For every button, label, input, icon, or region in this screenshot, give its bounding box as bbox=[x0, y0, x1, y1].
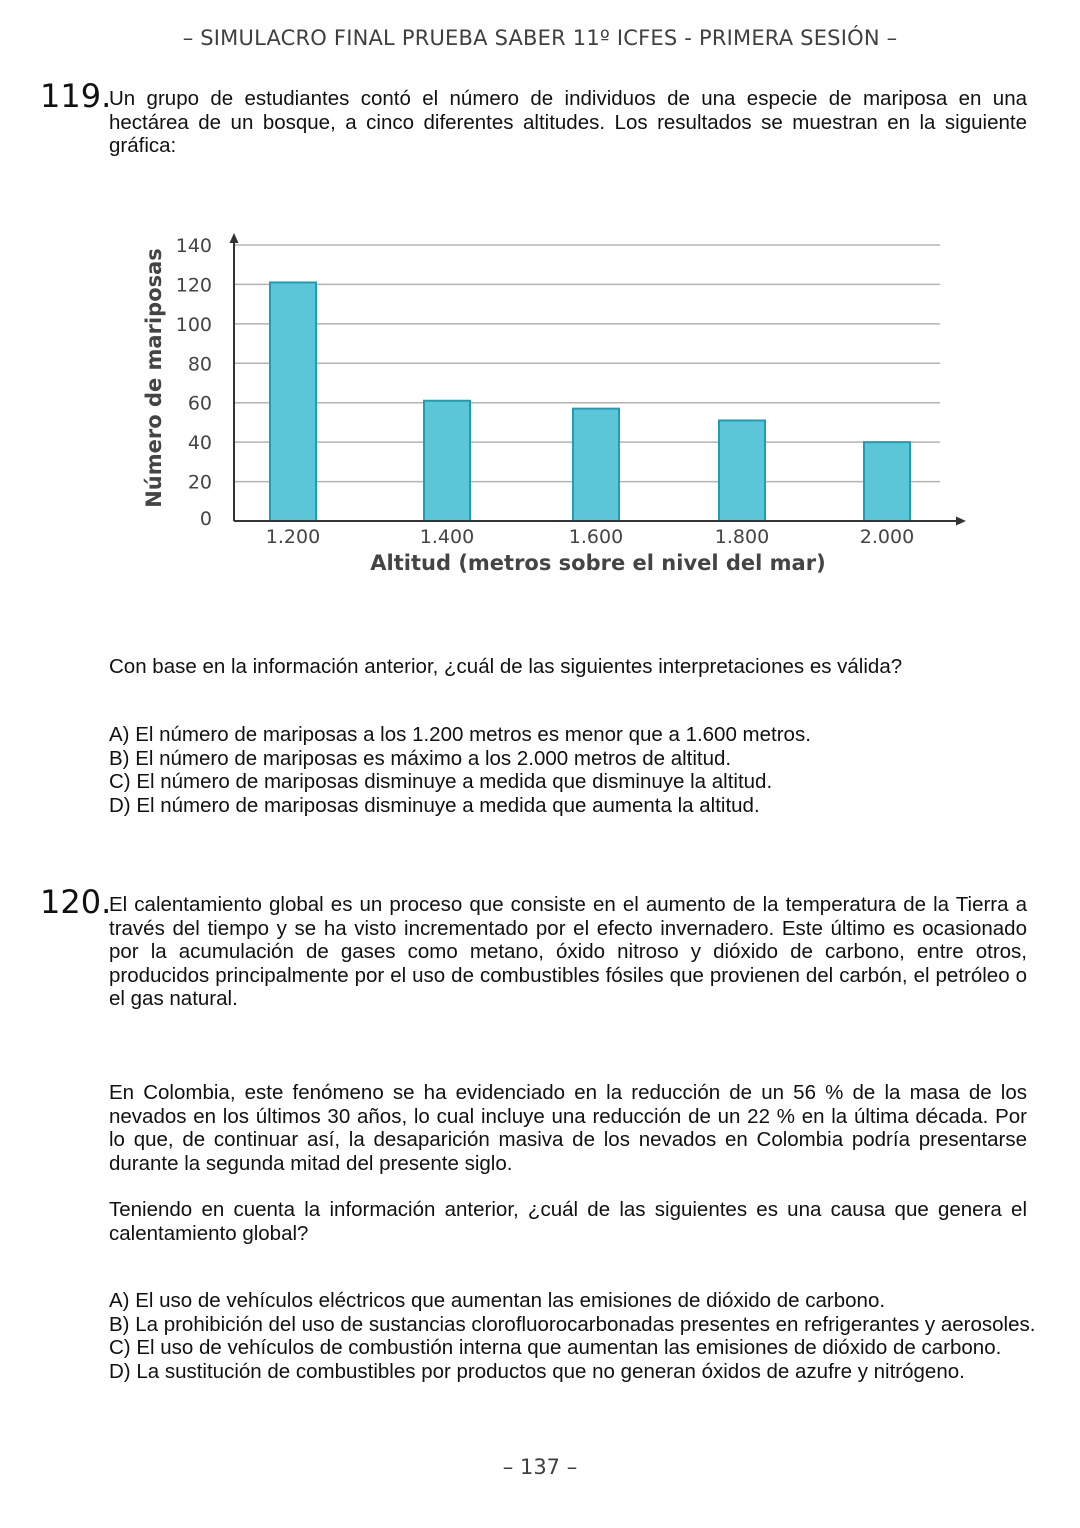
q119-stem: Un grupo de estudiantes contó el número de individuos de una especie de mariposa en una hectárea de un bosque, a cinco diferentes altitudes. Los resultados se muestran en la siguiente gráfica: bbox=[109, 87, 1027, 157]
q120-options bbox=[109, 1289, 1039, 1383]
bar-1.800 bbox=[719, 420, 765, 521]
q119-question: Con base en la información anterior, ¿cuál de las siguientes interpretaciones es válida? bbox=[109, 655, 903, 678]
bar-1.400 bbox=[424, 401, 470, 521]
q120-option-b[interactable]: B) La prohibición del uso de sustancias clorofluorocarbonadas presentes en refrigerantes y aerosoles. bbox=[109, 1312, 1036, 1336]
x-tick-label: 1.800 bbox=[714, 526, 770, 548]
y-tick-labels bbox=[176, 235, 212, 530]
x-tick-label: 1.600 bbox=[568, 526, 624, 548]
y-tick-label: 40 bbox=[187, 432, 212, 455]
y-tick-label: 60 bbox=[187, 392, 212, 415]
chart-bars bbox=[270, 282, 910, 521]
q120-paragraph-2: En Colombia, este fenómeno se ha evidenciado en la reducción de un 56 % de la masa de los nevados en los últimos 30 años, lo cual incluye una reducción de un 22 % en la última década. Por lo que, de continuar así, la desaparición masiva de los nevados en Colombia podría presentarse durante la segunda mitad del presente siglo. bbox=[109, 1081, 1027, 1175]
y-tick-label: 100 bbox=[175, 313, 212, 336]
question-number-120: 120. bbox=[40, 883, 112, 921]
bar-1.600 bbox=[573, 409, 619, 521]
x-axis-arrow bbox=[956, 517, 966, 526]
x-tick-label: 1.200 bbox=[265, 526, 321, 548]
y-axis-arrow bbox=[230, 233, 239, 243]
q119-option-a[interactable]: A) El número de mariposas a los 1.200 metros es menor que a 1.600 metros. bbox=[109, 723, 811, 746]
page-number: – 137 – bbox=[502, 1455, 578, 1479]
y-axis-title: Número de mariposas bbox=[142, 248, 166, 508]
q120-option-a[interactable]: A) El uso de vehículos eléctricos que aumentan las emisiones de dióxido de carbono. bbox=[109, 1289, 886, 1312]
q120-question: Teniendo en cuenta la información anterior, ¿cuál de las siguientes es una causa que genera el calentamiento global? bbox=[109, 1198, 1027, 1245]
q120-paragraph-1: El calentamiento global es un proceso que consiste en el aumento de la temperatura de la Tierra a través del tiempo y se ha visto incrementado por el efecto invernadero. Este último es ocasionado por la acumulación de gases como metano, óxido nitroso y dióxido de carbono, entre otros, producidos principalmente por el uso de combustibles fósiles que provienen del carbón, el petróleo o el gas natural. bbox=[109, 893, 1027, 1010]
bar-1.200 bbox=[270, 282, 316, 521]
y-tick-label: 80 bbox=[187, 353, 212, 376]
y-tick-label: 120 bbox=[175, 274, 212, 297]
x-tick-label: 1.400 bbox=[419, 526, 475, 548]
q119-option-b[interactable]: B) El número de mariposas es máximo a los 2.000 metros de altitud. bbox=[109, 746, 732, 770]
q119-options bbox=[109, 723, 1039, 817]
x-tick-label: 2.000 bbox=[859, 526, 915, 548]
bar-2.000 bbox=[864, 442, 910, 521]
y-tick-label: 140 bbox=[175, 235, 212, 257]
x-tick-labels bbox=[266, 526, 914, 548]
y-tick-label: 0 bbox=[199, 508, 212, 530]
butterfly-bar-chart bbox=[0, 0, 1080, 600]
q119-option-d[interactable]: D) El número de mariposas disminuye a medida que aumenta la altitud. bbox=[109, 793, 760, 817]
x-axis-title: Altitud (metros sobre el nivel del mar) bbox=[370, 551, 826, 575]
q119-option-c[interactable]: C) El número de mariposas disminuye a medida que disminuye la altitud. bbox=[109, 770, 773, 793]
q120-option-c[interactable]: C) El uso de vehículos de combustión interna que aumentan las emisiones de dióxido de carbono. bbox=[109, 1336, 1002, 1359]
q120-option-d[interactable]: D) La sustitución de combustibles por productos que no generan óxidos de azufre y nitrógeno. bbox=[109, 1359, 965, 1383]
y-tick-label: 20 bbox=[187, 471, 212, 494]
page-header: – SIMULACRO FINAL PRUEBA SABER 11º ICFES - PRIMERA SESIÓN – bbox=[182, 26, 898, 50]
question-number-119: 119. bbox=[40, 77, 112, 115]
